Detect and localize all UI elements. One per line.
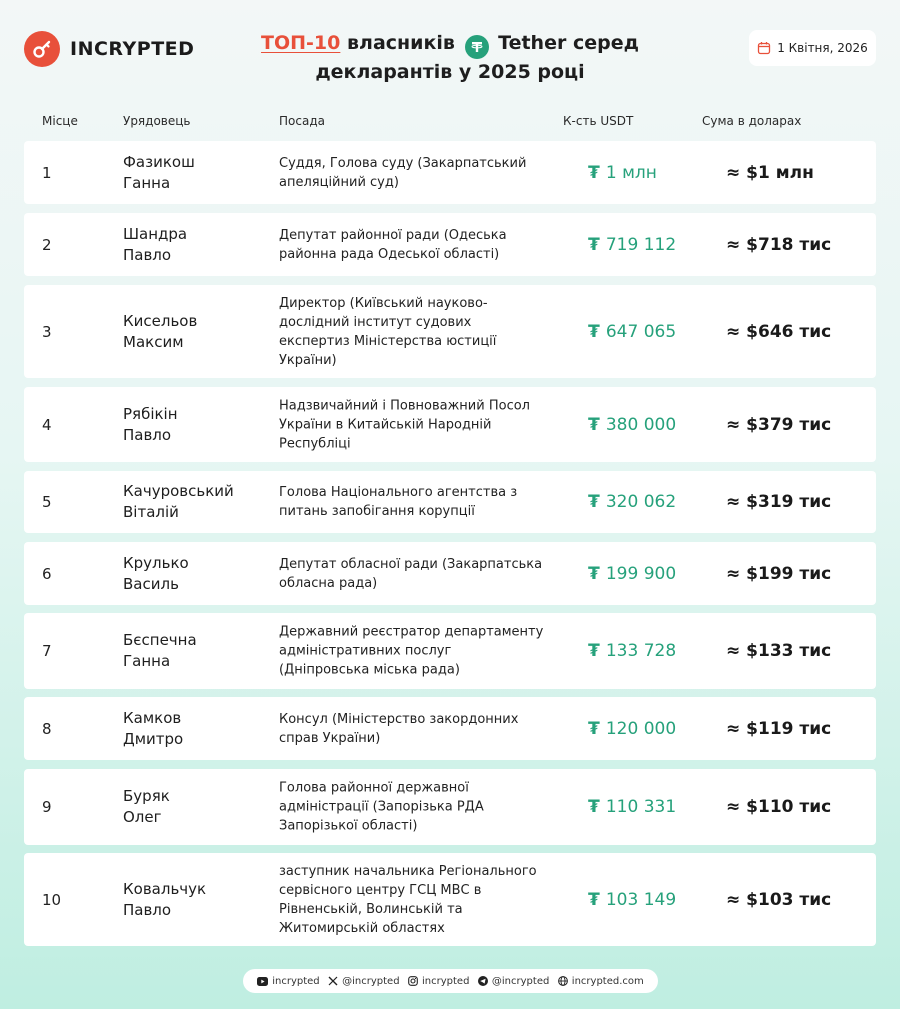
official-surname: Шандра [123, 224, 188, 243]
official-surname: Кисельов [123, 311, 198, 330]
usdt-amount [588, 564, 676, 584]
official-firstname: Ганна [123, 652, 171, 670]
official-position: Державний реєстратор департаменту адміністративних послуг (Дніпровська міська рада) [279, 624, 544, 678]
table-row [24, 613, 876, 689]
usd-amount: ≈ $379 тис [726, 414, 832, 435]
x-icon [328, 976, 338, 986]
table-row [24, 697, 876, 760]
rank: 1 [42, 163, 52, 182]
usdt-value: 320 062 [605, 492, 677, 512]
date-badge [749, 30, 876, 66]
official-name [123, 481, 263, 523]
brand-name: INCRYPTED [70, 38, 195, 60]
table-row [24, 213, 876, 276]
usdt-value: 380 000 [605, 414, 677, 435]
official-name [123, 404, 263, 446]
official-firstname: Василь [123, 574, 179, 593]
tether-symbol-icon: ₮ [588, 414, 600, 435]
official-position: Консул (Міністерство закордонних справ України) [279, 711, 519, 746]
table-row [24, 853, 876, 946]
social-x-label: @incrypted [342, 975, 400, 987]
usdt-value: 133 728 [605, 641, 677, 661]
globe-icon [558, 976, 568, 986]
official-name [123, 879, 263, 921]
official-position: Суддя, Голова суду (Закарпатський апеляційний суд) [279, 155, 527, 190]
social-youtube-label: incrypted [272, 975, 320, 987]
social-instagram[interactable] [408, 976, 469, 987]
title-part1: власників [347, 32, 455, 54]
official-surname: Качуровський [123, 482, 234, 500]
usdt-amount [588, 890, 676, 910]
table-row [24, 769, 876, 845]
official-name [123, 786, 263, 828]
youtube-icon [257, 977, 268, 986]
usdt-amount [588, 235, 676, 255]
tether-symbol-icon: ₮ [588, 718, 600, 739]
official-name [123, 630, 263, 672]
usd-amount: ≈ $646 тис [726, 321, 832, 342]
table-row [24, 387, 876, 462]
rank: 5 [42, 493, 52, 511]
column-header-position: Посада [279, 114, 325, 128]
social-web[interactable] [558, 976, 644, 987]
usd-amount: ≈ $103 тис [726, 889, 832, 910]
column-header-usd: Сума в доларах [702, 114, 802, 128]
social-instagram-label: incrypted [422, 975, 470, 987]
rank: 8 [42, 719, 52, 738]
title-accent: ТОП-10 [261, 32, 341, 54]
social-x[interactable] [328, 976, 399, 987]
tether-symbol-icon: ₮ [588, 234, 600, 255]
rank: 2 [42, 235, 52, 254]
usdt-amount [588, 719, 676, 739]
key-logo-icon [24, 31, 60, 67]
official-surname: Рябікін [123, 404, 178, 423]
usdt-value: 120 000 [605, 718, 677, 739]
usd-amount: ≈ $718 тис [726, 234, 832, 255]
official-firstname: Павло [123, 425, 172, 444]
usd-amount: ≈ $1 млн [726, 162, 814, 183]
usdt-amount [588, 415, 676, 435]
table-row [24, 285, 876, 378]
social-telegram[interactable] [478, 976, 549, 987]
rank: 7 [42, 642, 52, 660]
official-surname: Камков [123, 708, 182, 727]
rank: 3 [42, 322, 52, 341]
official-position: Голова Національного агентства з питань запобігання корупції [279, 485, 518, 519]
tether-icon [465, 35, 489, 59]
tether-symbol-icon: ₮ [588, 492, 600, 512]
date-text: 1 Квітня, 2026 [777, 41, 868, 55]
official-name [123, 553, 263, 595]
official-name [123, 152, 263, 194]
calendar-icon [757, 41, 771, 55]
column-header-rank: Місце [42, 114, 78, 128]
usdt-amount [588, 492, 676, 512]
official-firstname: Ганна [123, 173, 171, 192]
tether-symbol-icon: ₮ [588, 641, 600, 661]
official-firstname: Павло [123, 245, 172, 264]
usdt-value: 719 112 [605, 234, 677, 255]
official-firstname: Віталій [123, 503, 179, 521]
rank: 9 [42, 798, 52, 816]
rank: 4 [42, 415, 52, 434]
table-row [24, 471, 876, 533]
official-surname: Бєспечна [123, 631, 197, 649]
tether-symbol-icon: ₮ [588, 563, 600, 584]
title-part2: Tether серед [498, 32, 639, 54]
usdt-value: 103 149 [605, 889, 677, 910]
official-name [123, 311, 263, 353]
usdt-amount [588, 322, 676, 342]
official-position: Надзвичайний і Повноважний Посол України в Китайській Народній Республіці [279, 398, 530, 451]
official-position: заступник начальника Регіонального сервісного центру ГСЦ МВС в Рівненській, Волинській та Житомирській областях [279, 863, 537, 936]
official-surname: Ковальчук [123, 879, 207, 898]
usd-amount: ≈ $119 тис [726, 718, 832, 739]
rank: 10 [42, 890, 62, 909]
usdt-value: 110 331 [605, 797, 677, 817]
official-surname: Фазикош [123, 152, 195, 171]
usdt-value: 647 065 [605, 321, 677, 342]
tether-symbol-icon: ₮ [588, 162, 600, 183]
official-name [123, 708, 263, 750]
official-firstname: Дмитро [123, 729, 184, 748]
tether-symbol-icon: ₮ [588, 889, 600, 910]
social-youtube[interactable] [257, 976, 319, 987]
usd-amount: ≈ $319 тис [726, 492, 832, 512]
social-web-label: incrypted.com [571, 975, 644, 987]
usdt-amount [588, 163, 657, 183]
social-telegram-label: @incrypted [491, 975, 550, 987]
official-position: Депутат районної ради (Одеська районна рада Одеської області) [279, 227, 507, 262]
usdt-value: 1 млн [605, 162, 657, 183]
brand-logo[interactable] [24, 31, 194, 67]
column-header-name: Урядовець [123, 114, 191, 128]
official-name [123, 224, 263, 266]
title-line2: декларантів у 2025 році [315, 61, 585, 83]
rank: 6 [42, 564, 52, 583]
official-firstname: Максим [123, 332, 184, 351]
instagram-icon [408, 976, 418, 986]
official-firstname: Павло [123, 900, 172, 919]
official-position: Директор (Київський науково-дослідний інститут судових експертиз Міністерства юстиції України) [279, 295, 497, 368]
official-firstname: Олег [123, 808, 162, 826]
table-row [24, 542, 876, 605]
tether-symbol-icon: ₮ [588, 321, 600, 342]
usd-amount: ≈ $133 тис [726, 641, 832, 661]
page-title [250, 30, 650, 86]
usd-amount: ≈ $199 тис [726, 563, 832, 584]
official-surname: Буряк [123, 787, 170, 805]
usd-amount: ≈ $110 тис [726, 797, 832, 817]
table-row [24, 141, 876, 204]
tether-symbol-icon: ₮ [588, 797, 600, 817]
footer-socials [243, 969, 658, 993]
official-surname: Крулько [123, 553, 189, 572]
usdt-amount [588, 641, 676, 661]
column-header-usdt: К-сть USDT [563, 114, 634, 128]
official-position: Депутат обласної ради (Закарпатська обласна рада) [279, 556, 543, 591]
telegram-icon [478, 976, 488, 986]
usdt-amount [588, 797, 676, 817]
official-position: Голова районної державної адміністрації (Запорізька РДА Запорізької області) [279, 780, 484, 834]
header [0, 0, 900, 100]
usdt-value: 199 900 [605, 563, 677, 584]
